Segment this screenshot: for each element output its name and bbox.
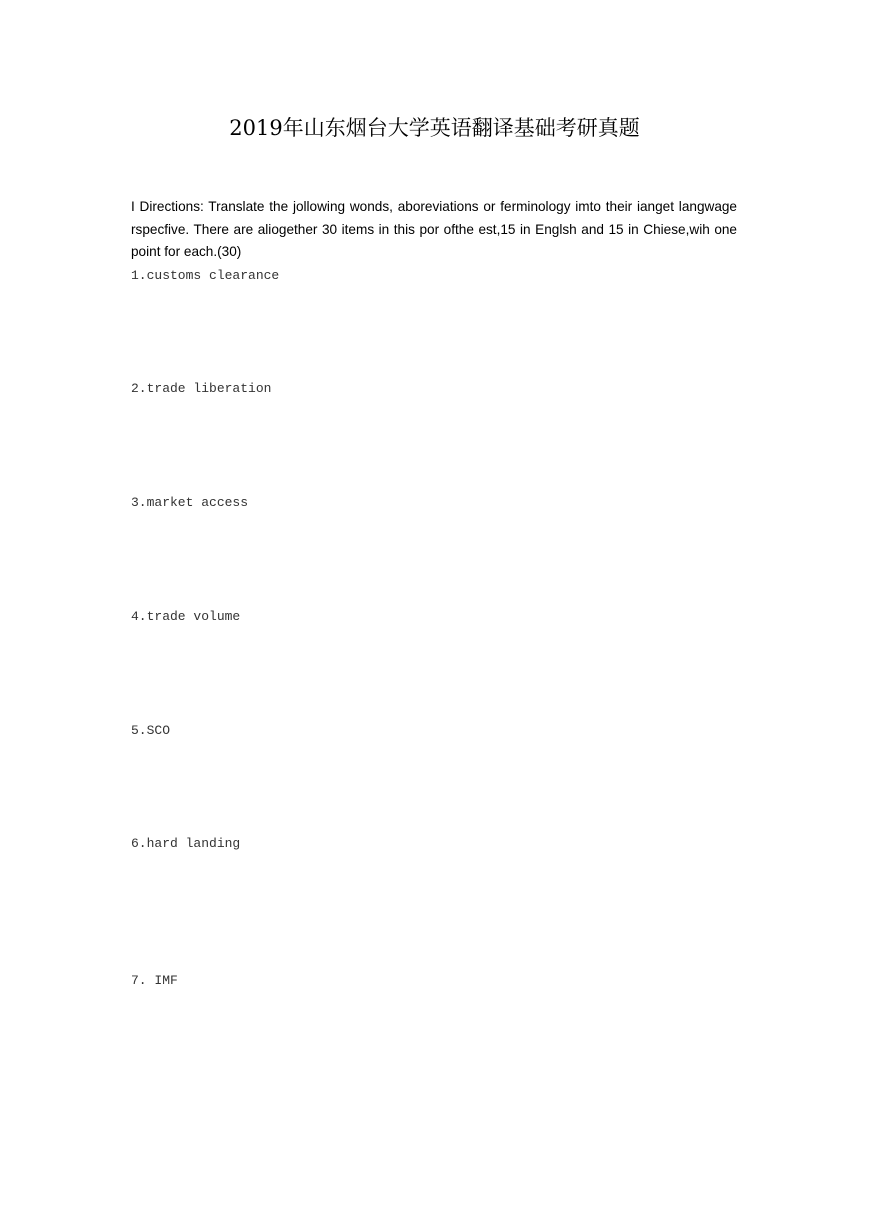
question-item-7: 7. IMF: [131, 973, 178, 988]
directions-paragraph: I Directions: Translate the jollowing wonds, aboreviations or ferminology imto their ianget langwage rspecfive. There are aliogether 30 items in this por ofthe est,15 in Englsh and 15 in Chiese,wih one point for each.(30): [131, 199, 737, 259]
question-item-1: 1.customs clearance: [131, 268, 280, 283]
question-item-5: 5.SCO: [131, 723, 171, 738]
question-item-6: 6.hard landing: [131, 836, 241, 851]
question-item-4: 4.trade volume: [131, 609, 241, 624]
page-title: 2019年山东烟台大学英语翻译基础考研真题: [229, 116, 640, 140]
question-item-2: 2.trade liberation: [131, 381, 272, 396]
question-item-3: 3.market access: [131, 495, 249, 510]
